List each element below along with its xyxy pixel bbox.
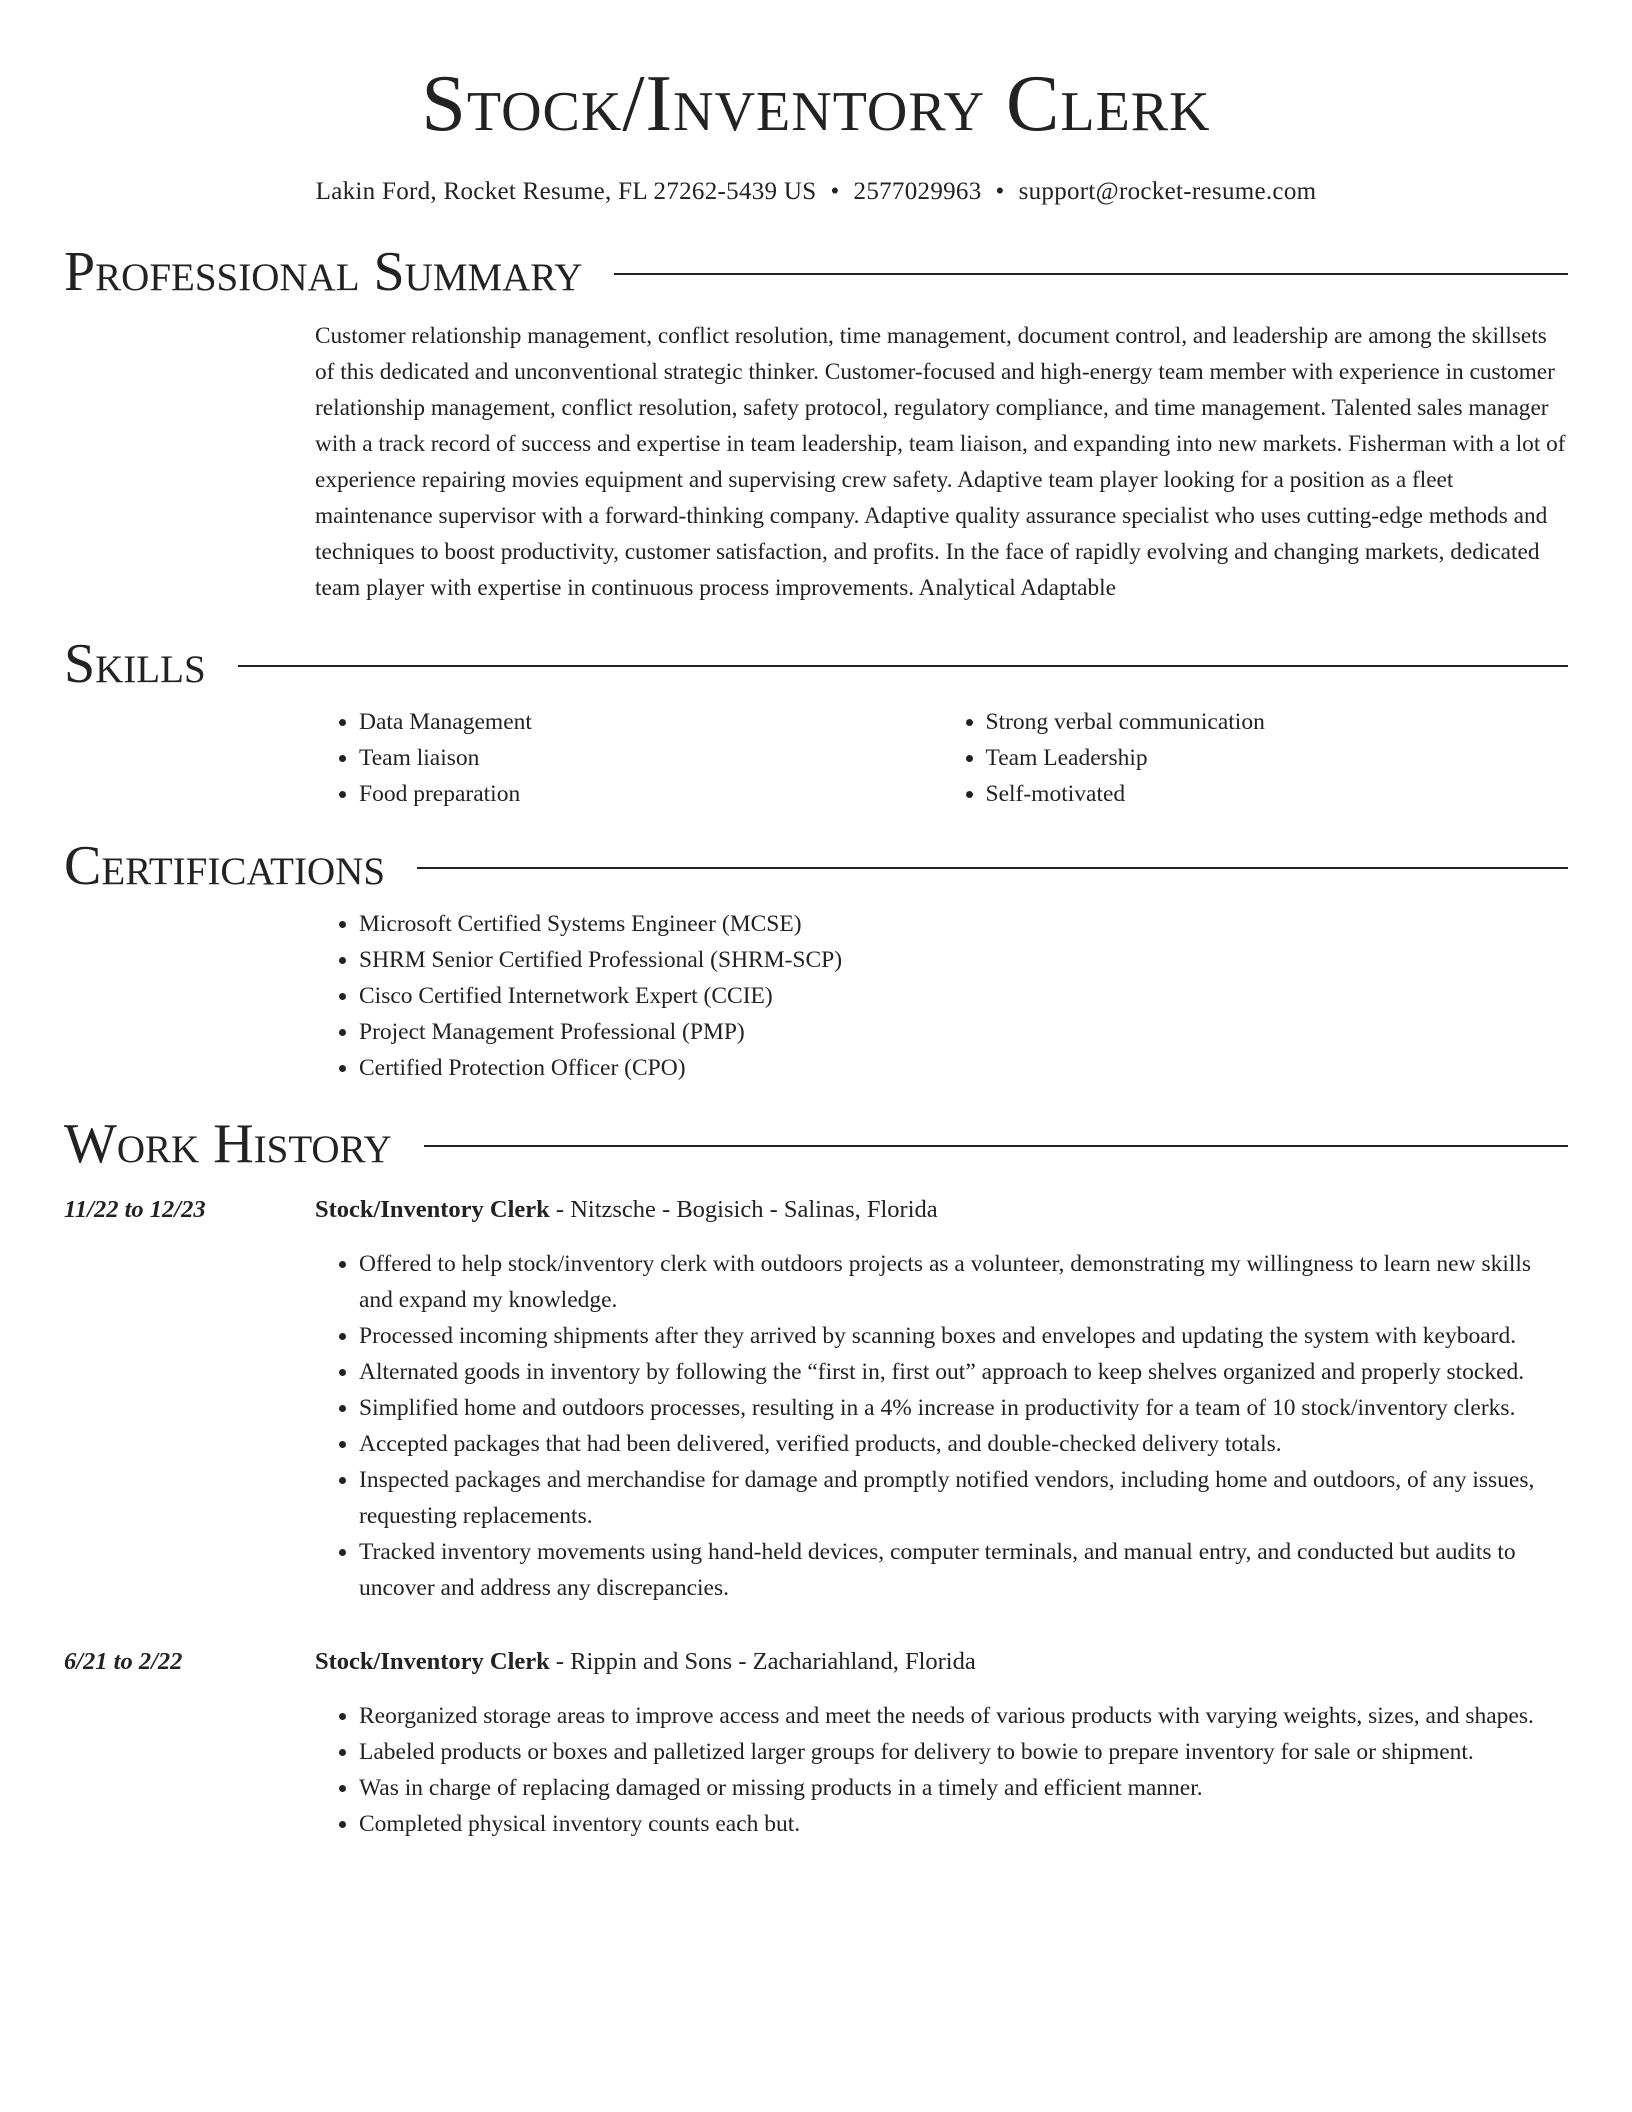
contact-email: support@rocket-resume.com [1018, 178, 1317, 205]
job-bullet: • Was in charge of replacing damaged or missing products in a timely and efficient manner. [359, 1770, 1568, 1806]
certification-item: • Cisco Certified Internetwork Expert (CCIE) [359, 978, 1568, 1014]
section-divider [417, 867, 1568, 869]
job-header [64, 1644, 1568, 1680]
contact-phone: 2577029963 [853, 178, 982, 205]
skills-title: Skills [64, 633, 206, 695]
job-company: - Nitzsche - Bogisich - Salinas, Florida [549, 1196, 938, 1223]
job-bullets [315, 1246, 1568, 1606]
skills-column-left [315, 704, 942, 812]
job-bullets [315, 1698, 1568, 1842]
job-header [64, 1192, 1568, 1228]
job-bullet: • Accepted packages that had been delivered, verified products, and double-checked delivery totals. [359, 1426, 1568, 1462]
work-history-title: Work History [64, 1113, 392, 1175]
contact-separator: • [995, 178, 1005, 205]
job-bullet: • Offered to help stock/inventory clerk with outdoors projects as a volunteer, demonstrating my willingness to learn new skills and expand my knowledge. [359, 1246, 1568, 1318]
section-divider [614, 273, 1568, 275]
skill-item: • Team liaison [359, 740, 942, 776]
certifications-list [315, 906, 1568, 1086]
job-bullet: • Inspected packages and merchandise for damage and promptly notified vendors, including home and outdoors, of any issues, requesting replacements. [359, 1462, 1568, 1534]
section-divider [238, 665, 1568, 667]
skill-item: • Team Leadership [986, 740, 1569, 776]
job-bullet: • Processed incoming shipments after they arrived by scanning boxes and envelopes and updating the system with keyboard. [359, 1318, 1568, 1354]
job-bullet: • Simplified home and outdoors processes, resulting in a 4% increase in productivity for a team of 10 stock/inventory clerks. [359, 1390, 1568, 1426]
resume-name: Stock/Inventory Clerk [421, 60, 1211, 148]
certification-item: • SHRM Senior Certified Professional (SHRM-SCP) [359, 942, 1568, 978]
certifications-section-header [64, 834, 1568, 898]
skill-item: • Data Management [359, 704, 942, 740]
job-heading [315, 1644, 976, 1680]
job-bullet: • Reorganized storage areas to improve access and meet the needs of various products with varying weights, sizes, and shapes. [359, 1698, 1568, 1734]
job-bullet: • Tracked inventory movements using hand-held devices, computer terminals, and manual entry, and conducted but audits to uncover and address any discrepancies. [359, 1534, 1568, 1606]
job-heading [315, 1192, 938, 1228]
job-company: - Rippin and Sons - Zachariahland, Florida [549, 1648, 976, 1675]
summary-title: Professional Summary [64, 241, 583, 303]
section-divider [424, 1145, 1568, 1147]
summary-section-header [64, 240, 1568, 304]
skills-grid [315, 704, 1568, 812]
certification-item: • Microsoft Certified Systems Engineer (MCSE) [359, 906, 1568, 942]
resume-page [64, 56, 1568, 1842]
work-history-section-header [64, 1112, 1568, 1176]
skill-item: • Food preparation [359, 776, 942, 812]
job-entry [64, 1192, 1568, 1606]
job-bullet: • Completed physical inventory counts each but. [359, 1806, 1568, 1842]
job-bullet: • Labeled products or boxes and palletized larger groups for delivery to bowie to prepare inventory for sale or shipment. [359, 1734, 1568, 1770]
job-dates: 6/21 to 2/22 [64, 1648, 183, 1675]
skill-item: • Self-motivated [986, 776, 1569, 812]
skills-section-header [64, 632, 1568, 696]
job-title: Stock/Inventory Clerk [315, 1648, 550, 1675]
contact-line [64, 174, 1568, 210]
contact-address: Lakin Ford, Rocket Resume, FL 27262-5439 US [315, 178, 817, 205]
skills-column-right [942, 704, 1569, 812]
job-title: Stock/Inventory Clerk [315, 1196, 550, 1223]
certifications-title: Certifications [64, 835, 386, 897]
job-entry [64, 1644, 1568, 1842]
certification-item: • Project Management Professional (PMP) [359, 1014, 1568, 1050]
summary-text: Customer relationship management, conflict resolution, time management, document control, and leadership are among the skillsets of this dedicated and unconventional strategic thinker. Customer-focused and high-energy team member with experience in customer relationship management, conflict resolution, safety protocol, regulatory compliance, and time management. Talented sales manager with a track record of success and expertise in team leadership, team liaison, and expanding into new markets. Fisherman with a lot of experience repairing movies equipment and supervising crew safety. Adaptive team player looking for a position as a fleet maintenance supervisor with a forward-thinking company. Adaptive quality assurance specialist who uses cutting-edge methods and techniques to boost productivity, customer satisfaction, and profits. In the face of rapidly evolving and changing markets, dedicated team player with expertise in continuous process improvements. Analytical Adaptable [315, 323, 1566, 601]
contact-separator: • [830, 178, 840, 205]
skill-item: • Strong verbal communication [986, 704, 1569, 740]
job-dates: 11/22 to 12/23 [64, 1196, 206, 1223]
certification-item: • Certified Protection Officer (CPO) [359, 1050, 1568, 1086]
job-bullet: • Alternated goods in inventory by following the “first in, first out” approach to keep shelves organized and properly stocked. [359, 1354, 1568, 1390]
